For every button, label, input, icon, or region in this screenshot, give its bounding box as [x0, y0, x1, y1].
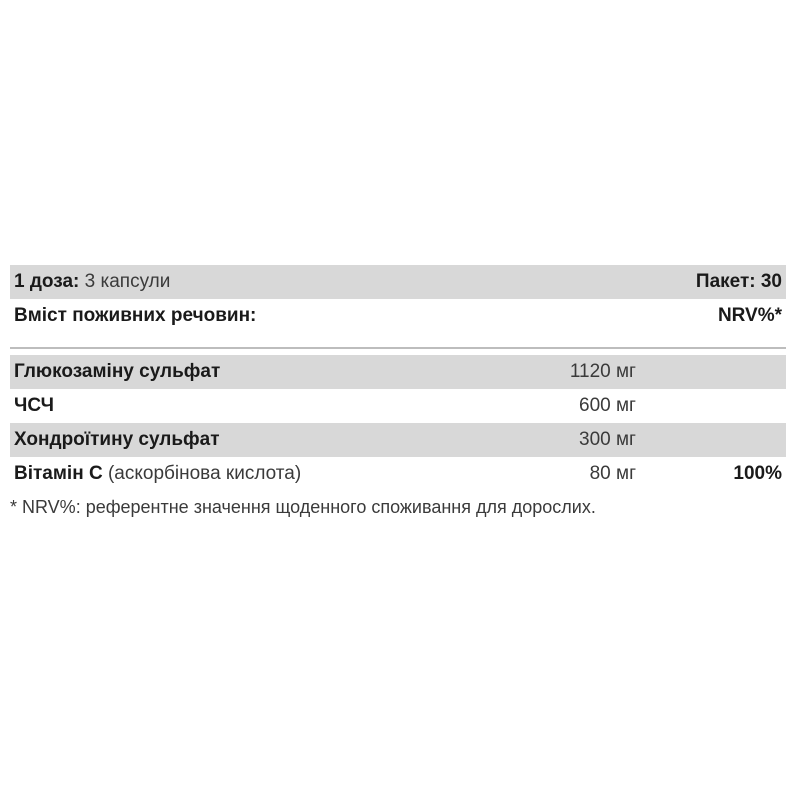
nrv-header: NRV%*	[717, 305, 782, 326]
ingredient-name: Вітамін С	[14, 463, 103, 484]
table-divider	[10, 347, 786, 349]
nutrients-header-row	[10, 299, 786, 333]
ingredient-amount: 1120 мг	[569, 361, 636, 382]
ingredient-detail: (аскорбінова кислота)	[107, 463, 302, 484]
ingredient-amount: 600 мг	[579, 395, 636, 416]
ingredient-amount: 300 мг	[579, 429, 636, 450]
ingredient-name: Хондроїтину сульфат	[14, 429, 220, 450]
dose-value: 3 капсули	[84, 271, 171, 292]
footnote: * NRV%: референтне значення щоденного споживання для дорослих.	[10, 497, 596, 517]
table-row	[10, 423, 786, 457]
ingredient-name: Глюкозаміну сульфат	[14, 361, 221, 382]
ingredient-amount: 80 мг	[589, 463, 636, 484]
table-row	[10, 457, 786, 491]
dose-label: 1 доза:	[14, 271, 80, 292]
table-row	[10, 389, 786, 423]
ingredient-nrv: 100%	[733, 463, 782, 484]
package-count: Пакет: 30	[695, 271, 782, 292]
table-row	[10, 355, 786, 389]
ingredient-name: ЧСЧ	[14, 395, 54, 416]
nutrition-table	[10, 265, 786, 523]
dose-row	[10, 265, 786, 299]
dose-cell	[14, 265, 170, 299]
nutrients-label: Вміст поживних речовин:	[14, 305, 257, 326]
ingredient-name-cell	[14, 457, 301, 491]
